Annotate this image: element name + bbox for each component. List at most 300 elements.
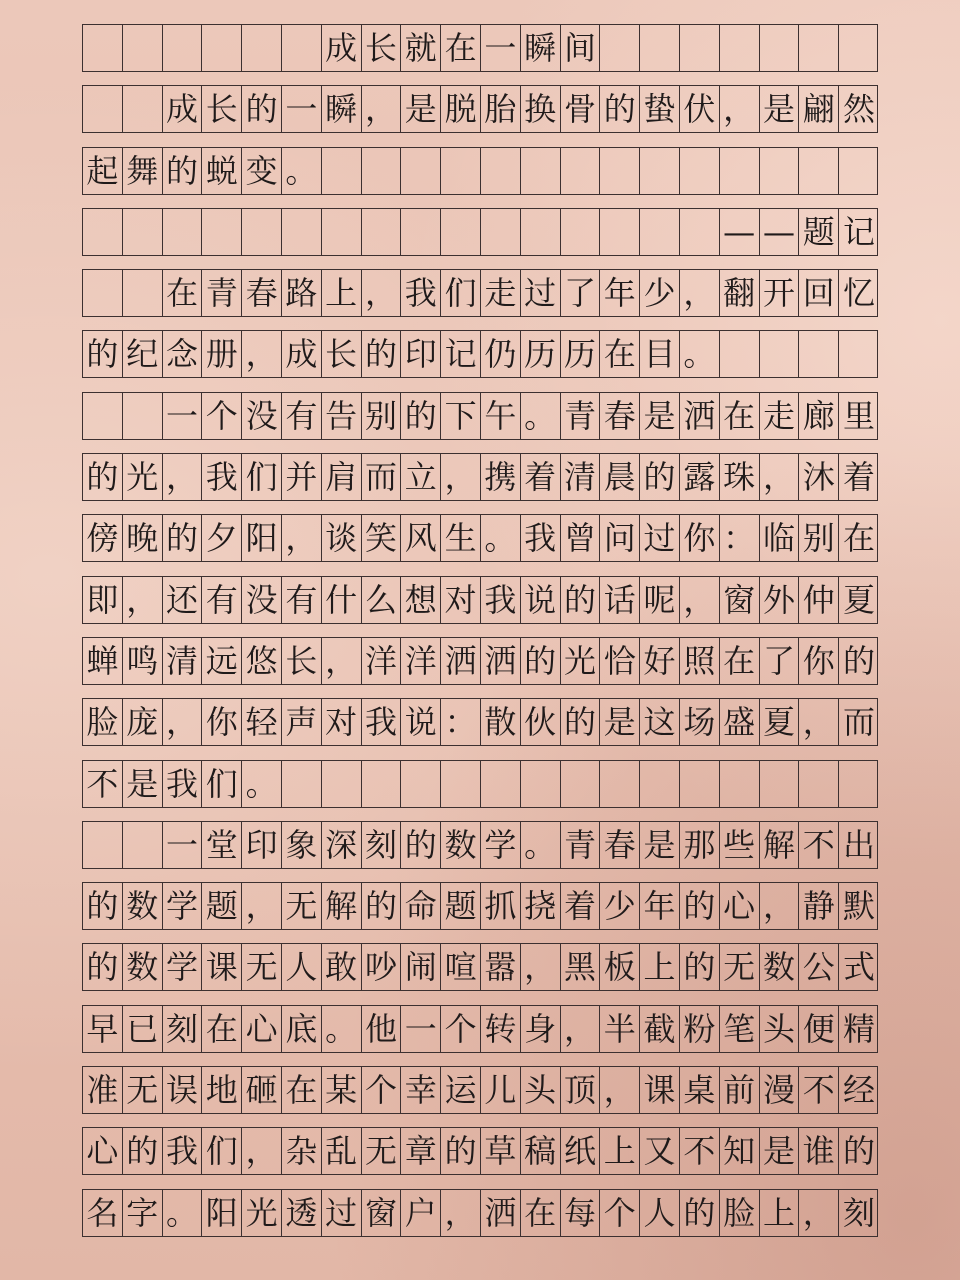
grid-cell: 是 (760, 1128, 800, 1174)
grid-cell: ： (441, 699, 481, 745)
grid-cell: 骨 (561, 86, 601, 132)
grid-cell: 开 (760, 270, 800, 316)
grid-cell: 印 (242, 822, 282, 868)
grid-cell: 们 (441, 270, 481, 316)
grid-cell: ， (282, 515, 322, 561)
grid-cell: 光 (123, 454, 163, 500)
grid-cell: 忆 (843, 274, 876, 313)
grid-cell: 头 (760, 1006, 800, 1052)
grid-cell: 了 (561, 270, 601, 316)
grid-cell: ， (362, 86, 402, 132)
grid-cell (441, 209, 481, 255)
grid-cell: 是 (640, 822, 680, 868)
grid-cell: 的 (441, 1128, 481, 1174)
grid-cell (322, 209, 362, 255)
grid-cell: 。 (521, 393, 561, 439)
grid-cell: 儿 (481, 1067, 521, 1113)
grid-cell: 学 (163, 883, 203, 929)
grid-cell: 珠 (720, 454, 760, 500)
grid-cell (441, 761, 481, 807)
grid-cell: 外 (760, 577, 800, 623)
grid-cell: 在 (202, 1006, 242, 1052)
grid-cell: 呢 (640, 577, 680, 623)
grid-cell (521, 209, 561, 255)
grid-row (82, 576, 878, 624)
grid-cell: 远 (202, 638, 242, 684)
grid-cell: 鸣 (123, 638, 163, 684)
grid-cell: 窗 (362, 1190, 402, 1236)
grid-row (82, 330, 878, 378)
grid-cell: 而 (843, 703, 876, 742)
grid-cell: 并 (282, 454, 322, 500)
grid-cell: 即 (83, 577, 123, 623)
grid-cell (322, 761, 362, 807)
grid-cell: ， (680, 270, 720, 316)
grid-cell: 的 (843, 641, 876, 680)
grid-cell: 他 (362, 1006, 402, 1052)
grid-cell: 人 (282, 944, 322, 990)
grid-cell: 数 (123, 883, 163, 929)
grid-row (82, 147, 878, 195)
grid-cell: 地 (202, 1067, 242, 1113)
grid-cell: 春 (600, 822, 640, 868)
grid-cell: 题 (441, 883, 481, 929)
essay-title (0, 0, 1, 1)
grid-cell (760, 761, 800, 807)
grid-cell: 晨 (600, 454, 640, 500)
grid-cell: 对 (322, 699, 362, 745)
grid-cell: 每 (561, 1190, 601, 1236)
grid-cell: 顶 (561, 1067, 601, 1113)
grid-cell: 长 (202, 86, 242, 132)
grid-cell: 我 (521, 515, 561, 561)
grid-cell: 洒 (481, 1190, 521, 1236)
grid-cell: 深 (322, 822, 362, 868)
grid-cell: 册 (202, 331, 242, 377)
grid-cell: 板 (600, 944, 640, 990)
grid-cell: 个 (441, 1006, 481, 1052)
grid-cell: 挠 (521, 883, 561, 929)
grid-cell: 舞 (123, 148, 163, 194)
grid-cell: 阳 (242, 515, 282, 561)
grid-cell: 沐 (799, 454, 839, 500)
grid-cell: 洒 (441, 638, 481, 684)
grid-cell: 稿 (521, 1128, 561, 1174)
grid-cell: 露 (680, 454, 720, 500)
grid-row (82, 1189, 878, 1237)
grid-cell: 经 (843, 1071, 876, 1110)
grid-cell: 说 (401, 699, 441, 745)
grid-cell: 在 (843, 519, 876, 558)
grid-cell (362, 148, 402, 194)
grid-cell: 我 (163, 1128, 203, 1174)
essay-epigraph-attribution (0, 0, 1, 1)
grid-cell: 静 (799, 883, 839, 929)
grid-cell: 的 (362, 883, 402, 929)
grid-cell: 头 (521, 1067, 561, 1113)
grid-cell: 变 (242, 148, 282, 194)
grid-cell: 解 (760, 822, 800, 868)
grid-cell: 成 (163, 86, 203, 132)
grid-cell: 不 (799, 822, 839, 868)
grid-cell: 心 (242, 1006, 282, 1052)
grid-cell: 精 (843, 1009, 876, 1048)
grid-cell: 声 (282, 699, 322, 745)
grid-cell: 里 (843, 396, 876, 435)
grid-cell: 的 (83, 883, 123, 929)
grid-cell: 着 (521, 454, 561, 500)
grid-cell: 吵 (362, 944, 402, 990)
grid-cell: 我 (202, 454, 242, 500)
grid-cell: 个 (362, 1067, 402, 1113)
grid-cell: 默 (843, 887, 876, 926)
grid-cell (839, 25, 879, 71)
grid-cell (839, 148, 879, 194)
grid-cell: 风 (401, 515, 441, 561)
grid-cell (521, 761, 561, 807)
grid-cell (123, 25, 163, 71)
grid-cell (123, 822, 163, 868)
grid-cell: 们 (202, 761, 242, 807)
grid-cell: 出 (843, 825, 876, 864)
grid-cell: 一 (282, 86, 322, 132)
grid-cell: 的 (123, 1128, 163, 1174)
grid-cell (680, 761, 720, 807)
grid-cell: 的 (680, 944, 720, 990)
grid-cell: 悠 (242, 638, 282, 684)
grid-cell: 仲 (799, 577, 839, 623)
grid-cell: ， (720, 86, 760, 132)
grid-cell: 。 (680, 331, 720, 377)
grid-cell: 脸 (720, 1190, 760, 1236)
grid-cell: 着 (561, 883, 601, 929)
grid-cell (202, 25, 242, 71)
grid-cell: 堂 (202, 822, 242, 868)
grid-cell: 上 (640, 944, 680, 990)
grid-cell: 庞 (123, 699, 163, 745)
grid-cell: 的 (362, 331, 402, 377)
grid-cell: 目 (640, 331, 680, 377)
grid-cell: 什 (322, 577, 362, 623)
grid-cell: 成 (322, 25, 362, 71)
grid-cell: 阳 (202, 1190, 242, 1236)
grid-cell: 粉 (680, 1006, 720, 1052)
grid-row (82, 453, 878, 501)
grid-cell: 青 (202, 270, 242, 316)
grid-cell: 我 (481, 577, 521, 623)
grid-cell: 底 (282, 1006, 322, 1052)
grid-cell: 敢 (322, 944, 362, 990)
grid-cell (561, 148, 601, 194)
grid-cell: 翻 (720, 270, 760, 316)
grid-cell: 历 (521, 331, 561, 377)
grid-cell: 起 (83, 148, 123, 194)
grid-row (82, 943, 878, 991)
grid-cell: 的 (561, 577, 601, 623)
grid-cell: 脸 (83, 699, 123, 745)
grid-cell (720, 331, 760, 377)
grid-cell: 蛰 (640, 86, 680, 132)
grid-cell: ， (123, 577, 163, 623)
grid-cell: 话 (600, 577, 640, 623)
grid-cell: 少 (640, 270, 680, 316)
grid-cell: 砸 (242, 1067, 282, 1113)
grid-cell (83, 822, 123, 868)
grid-cell (760, 148, 800, 194)
grid-cell: 临 (760, 515, 800, 561)
grid-cell (242, 25, 282, 71)
grid-cell: 你 (680, 515, 720, 561)
grid-cell: 公 (799, 944, 839, 990)
grid-cell: 又 (640, 1128, 680, 1174)
grid-cell: 幸 (401, 1067, 441, 1113)
grid-cell: 笔 (720, 1006, 760, 1052)
grid-cell: 别 (799, 515, 839, 561)
grid-cell: 无 (362, 1128, 402, 1174)
grid-cell (839, 761, 879, 807)
grid-cell: 。 (282, 148, 322, 194)
grid-cell: 数 (441, 822, 481, 868)
grid-cell: 的 (401, 393, 441, 439)
grid-cell (640, 761, 680, 807)
grid-cell (123, 86, 163, 132)
grid-cell: 场 (680, 699, 720, 745)
grid-cell: 的 (561, 699, 601, 745)
grid-cell: 洋 (401, 638, 441, 684)
grid-cell: 有 (202, 577, 242, 623)
grid-cell: 章 (401, 1128, 441, 1174)
grid-cell: 窗 (720, 577, 760, 623)
grid-cell: 运 (441, 1067, 481, 1113)
grid-cell: 脱 (441, 86, 481, 132)
grid-cell (123, 270, 163, 316)
grid-cell: 还 (163, 577, 203, 623)
grid-cell: 在 (720, 638, 760, 684)
grid-cell: 的 (401, 822, 441, 868)
grid-cell: 题 (202, 883, 242, 929)
grid-cell (362, 209, 402, 255)
grid-cell: 纸 (561, 1128, 601, 1174)
grid-cell: 的 (680, 1190, 720, 1236)
grid-cell: ， (799, 1190, 839, 1236)
grid-cell: 不 (799, 1067, 839, 1113)
grid-cell: 纪 (123, 331, 163, 377)
grid-cell: — (760, 209, 800, 255)
grid-cell: 了 (760, 638, 800, 684)
grid-cell: 个 (600, 1190, 640, 1236)
grid-cell: 的 (600, 86, 640, 132)
essay-paragraph (0, 0, 1, 1)
grid-cell (163, 209, 203, 255)
grid-cell: 有 (282, 577, 322, 623)
grid-cell: 生 (441, 515, 481, 561)
grid-cell: 是 (123, 761, 163, 807)
grid-cell: 瞬 (322, 86, 362, 132)
grid-cell (83, 393, 123, 439)
grid-row (82, 208, 878, 256)
grid-cell: 桌 (680, 1067, 720, 1113)
grid-cell: 一 (163, 393, 203, 439)
grid-cell (799, 331, 839, 377)
grid-cell: ， (760, 883, 800, 929)
grid-cell: 早 (83, 1006, 123, 1052)
grid-cell: 携 (481, 454, 521, 500)
grid-cell: 刻 (843, 1193, 876, 1232)
grid-cell: 转 (481, 1006, 521, 1052)
grid-cell: ， (163, 454, 203, 500)
grid-cell: 。 (163, 1190, 203, 1236)
grid-cell: 已 (123, 1006, 163, 1052)
grid-cell (600, 148, 640, 194)
grid-cell: 长 (282, 638, 322, 684)
grid-cell: 蝉 (83, 638, 123, 684)
grid-cell: 记 (843, 212, 876, 251)
grid-cell: 刻 (163, 1006, 203, 1052)
grid-cell (600, 761, 640, 807)
grid-cell: 下 (441, 393, 481, 439)
grid-cell: 夏 (843, 580, 876, 619)
grid-cell: 在 (282, 1067, 322, 1113)
grid-cell (282, 209, 322, 255)
grid-cell: 走 (760, 393, 800, 439)
grid-cell: 想 (401, 577, 441, 623)
grid-cell (83, 209, 123, 255)
grid-cell: 记 (441, 331, 481, 377)
grid-cell: 嚣 (481, 944, 521, 990)
grid-cell: 春 (600, 393, 640, 439)
grid-cell: 户 (401, 1190, 441, 1236)
grid-cell: 上 (600, 1128, 640, 1174)
grid-cell: 过 (322, 1190, 362, 1236)
grid-cell: 不 (680, 1128, 720, 1174)
grid-cell: 没 (242, 577, 282, 623)
grid-cell: 走 (481, 270, 521, 316)
grid-cell: 洋 (362, 638, 402, 684)
grid-cell: 那 (680, 822, 720, 868)
grid-cell: ， (441, 1190, 481, 1236)
grid-row (82, 392, 878, 440)
grid-cell: 无 (720, 944, 760, 990)
grid-cell: 翩 (799, 86, 839, 132)
grid-cell: 洒 (680, 393, 720, 439)
grid-cell: ， (242, 1128, 282, 1174)
grid-cell: 过 (640, 515, 680, 561)
grid-cell: 瞬 (521, 25, 561, 71)
grid-cell: 准 (83, 1067, 123, 1113)
grid-cell: 。 (481, 515, 521, 561)
grid-cell: 心 (720, 883, 760, 929)
grid-cell: 是 (760, 86, 800, 132)
grid-cell: 的 (83, 944, 123, 990)
grid-cell: ， (521, 944, 561, 990)
grid-cell: 的 (163, 148, 203, 194)
grid-cell: 光 (242, 1190, 282, 1236)
grid-row (82, 1005, 878, 1053)
grid-cell (600, 25, 640, 71)
grid-cell: 照 (680, 638, 720, 684)
grid-cell: 曾 (561, 515, 601, 561)
grid-cell: 我 (401, 270, 441, 316)
grid-cell: 上 (760, 1190, 800, 1236)
grid-cell: 心 (83, 1128, 123, 1174)
grid-cell: 喧 (441, 944, 481, 990)
grid-cell: 在 (441, 25, 481, 71)
grid-cell: 知 (720, 1128, 760, 1174)
grid-cell: 课 (640, 1067, 680, 1113)
grid-cell: 黑 (561, 944, 601, 990)
grid-cell: 青 (561, 393, 601, 439)
grid-row (82, 760, 878, 808)
grid-cell: 的 (242, 86, 282, 132)
grid-cell: 对 (441, 577, 481, 623)
grid-cell: 伙 (521, 699, 561, 745)
grid-row (82, 1066, 878, 1114)
grid-cell: 的 (83, 331, 123, 377)
grid-row (82, 24, 878, 72)
grid-cell: 的 (521, 638, 561, 684)
grid-row (82, 85, 878, 133)
grid-cell: 误 (163, 1067, 203, 1113)
grid-cell (123, 209, 163, 255)
grid-cell: 光 (561, 638, 601, 684)
grid-cell: 解 (322, 883, 362, 929)
grid-cell: 数 (123, 944, 163, 990)
grid-cell: 有 (282, 393, 322, 439)
grid-cell: 年 (640, 883, 680, 929)
grid-cell (640, 209, 680, 255)
grid-cell: 在 (521, 1190, 561, 1236)
grid-cell: 的 (843, 1132, 876, 1171)
grid-cell: 成 (282, 331, 322, 377)
grid-cell: 的 (680, 883, 720, 929)
essay-paragraph (0, 0, 1, 1)
grid-cell (799, 25, 839, 71)
grid-row (82, 637, 878, 685)
grid-cell: 是 (401, 86, 441, 132)
grid-cell: — (720, 209, 760, 255)
grid-cell: 无 (282, 883, 322, 929)
grid-cell: 半 (600, 1006, 640, 1052)
grid-cell: ， (322, 638, 362, 684)
grid-cell: 好 (640, 638, 680, 684)
grid-cell (83, 270, 123, 316)
grid-cell: 象 (282, 822, 322, 868)
grid-row (82, 821, 878, 869)
grid-row (82, 514, 878, 562)
grid-cell: 截 (640, 1006, 680, 1052)
grid-cell (760, 25, 800, 71)
grid-cell: 。 (242, 761, 282, 807)
grid-cell: 少 (600, 883, 640, 929)
grid-cell: 名 (83, 1190, 123, 1236)
grid-cell: 无 (242, 944, 282, 990)
grid-cell: 立 (401, 454, 441, 500)
grid-cell: 恰 (600, 638, 640, 684)
grid-cell: 就 (401, 25, 441, 71)
grid-cell: 问 (600, 515, 640, 561)
grid-cell: 春 (242, 270, 282, 316)
grid-cell: ， (600, 1067, 640, 1113)
grid-cell: 在 (163, 270, 203, 316)
grid-cell (680, 148, 720, 194)
grid-cell (242, 209, 282, 255)
grid-cell: 些 (720, 822, 760, 868)
grid-cell (600, 209, 640, 255)
grid-cell: 抓 (481, 883, 521, 929)
grid-cell (640, 25, 680, 71)
grid-cell: 散 (481, 699, 521, 745)
grid-cell: 然 (843, 90, 876, 129)
